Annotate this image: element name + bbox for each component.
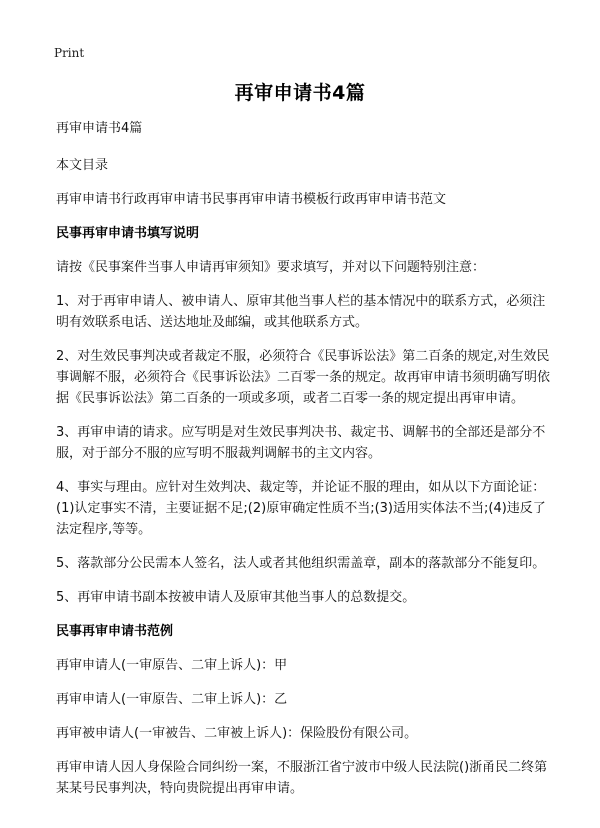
page-title: 再审申请书4篇 xyxy=(234,82,366,104)
instruction-paragraph: 3、再审申请的请求。应写明是对生效民事判决书、裁定书、调解书的全部还是部分不服，对于部分不服的应写明不服裁判调解书的主文内容。 xyxy=(56,425,546,461)
example-paragraph: 再审被申请人(一审被告、二审被上诉人)：保险股份有限公司。 xyxy=(56,726,418,741)
instruction-paragraph: 1、对于再审申请人、被申请人、原审其他当事人栏的基本情况中的联系方式，必须注明有效联系电话、送达地址及邮编，或其他联系方式。 xyxy=(56,294,546,330)
toc-line: 再审申请书行政再审申请书民事再审申请书模板行政再审申请书范文 xyxy=(56,192,447,207)
example-paragraph: 再审申请人因人身保险合同纠纷一案，不服浙江省宁波市中级人民法院()浙甬民二终第某某号民事判决，特向贵院提出再审申请。 xyxy=(56,760,548,796)
document-body xyxy=(56,118,550,799)
example-paragraph: 再审申请人(一审原告、二审上诉人)：乙 xyxy=(56,692,288,707)
toc-label: 本文目录 xyxy=(56,158,109,173)
instruction-paragraph: 5、落款部分公民需本人签名，法人或者其他组织需盖章，副本的落款部分不能复印。 xyxy=(56,556,546,571)
section-heading-example: 民事再审申请书范例 xyxy=(56,624,174,639)
instruction-paragraph: 请按《民事案件当事人申请再审须知》要求填写，并对以下问题特别注意： xyxy=(56,260,486,275)
print-label: Print xyxy=(54,46,85,60)
instruction-paragraph: 4、事实与理由。应针对生效判决、裁定等，并论证不服的理由，如从以下方面论证：(1)认定事实不清，主要证据不足;(2)原审确定性质不当;(3)适用实体法不当;(4)违反了法定程序,等等。 xyxy=(56,480,546,537)
instruction-paragraph: 2、对生效民事判决或者裁定不服，必须符合《民事诉讼法》第二百条的规定,对生效民事调解不服，必须符合《民事诉讼法》二百零一条的规定。故再审申请书须明确写明依据《民事诉讼法》第二百条的一项或多项，或者二百零一条的规定提出再审申请。 xyxy=(56,349,551,406)
subtitle: 再审申请书4篇 xyxy=(56,121,143,136)
example-paragraph: 再审申请人(一审原告、二审上诉人)：甲 xyxy=(56,658,288,673)
instruction-paragraph: 5、再审申请书副本按被申请人及原审其他当事人的总数提交。 xyxy=(56,590,416,605)
section-heading-instructions: 民事再审申请书填写说明 xyxy=(56,226,200,241)
